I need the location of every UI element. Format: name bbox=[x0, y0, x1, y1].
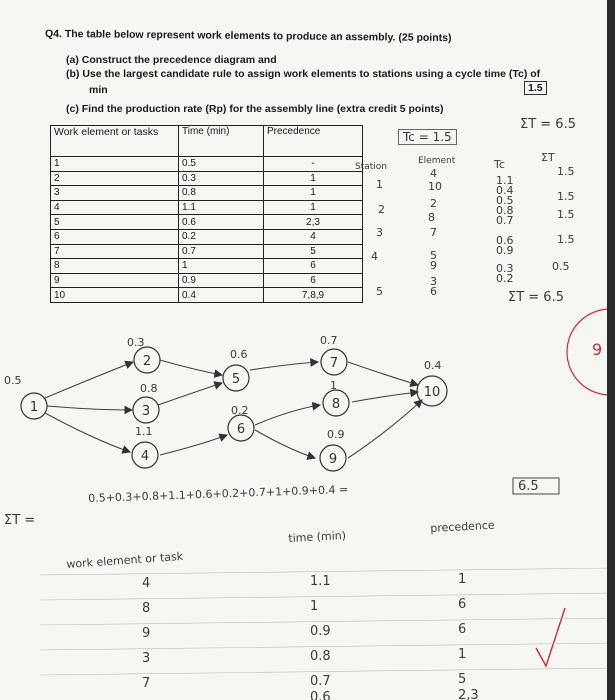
cell-time: 0.3 bbox=[179, 171, 264, 186]
lower-cell-time: 0.9 bbox=[310, 624, 331, 639]
cell-task: 5 bbox=[51, 215, 179, 230]
cell-time: 0.5 bbox=[179, 157, 264, 172]
node-7-id: 7 bbox=[329, 356, 339, 371]
cell-time: 0.7 bbox=[179, 244, 264, 259]
element-number: 7 bbox=[430, 226, 437, 239]
cell-precedence: 6 bbox=[264, 259, 363, 274]
header-time: Time (min) bbox=[179, 126, 264, 157]
cell-precedence: - bbox=[264, 157, 363, 172]
node-10-time: 0.4 bbox=[424, 359, 442, 372]
lower-col-prec: precedence bbox=[430, 518, 495, 535]
station-number: 2 bbox=[378, 203, 385, 216]
node-4-time: 1.1 bbox=[135, 425, 153, 438]
edge-1-2 bbox=[45, 362, 133, 398]
cell-task: 10 bbox=[51, 288, 179, 303]
element-header: Element bbox=[418, 156, 456, 166]
node-3-time: 0.8 bbox=[140, 382, 158, 395]
node-10-id: 10 bbox=[423, 385, 441, 400]
lower-cell-precedence: 5 bbox=[458, 672, 467, 687]
tc-label: Tc = 1.5 bbox=[398, 129, 457, 145]
cell-time: 0.9 bbox=[179, 273, 264, 288]
station-number: 4 bbox=[371, 250, 378, 263]
question-part-a: (a) Construct the precedence diagram and bbox=[66, 54, 277, 66]
edge-1-4 bbox=[45, 413, 130, 452]
tc-value: 0.3 bbox=[496, 262, 514, 275]
header-work-element: Work element or tasks bbox=[51, 126, 179, 157]
photo-edge bbox=[607, 0, 615, 700]
edge-3-5 bbox=[158, 383, 222, 405]
lower-cell-precedence: 6 bbox=[458, 597, 467, 612]
edge-8-10 bbox=[352, 392, 418, 402]
cell-precedence: 5 bbox=[264, 244, 363, 259]
edge-7-10 bbox=[348, 362, 418, 385]
sum-result: 6.5 bbox=[518, 479, 539, 494]
st-value: 1.5 bbox=[557, 165, 575, 178]
cell-task: 6 bbox=[51, 229, 179, 244]
lower-cell-task: 8 bbox=[142, 601, 151, 616]
lower-cell-time: 0.7 bbox=[310, 674, 331, 689]
node-1-id: 1 bbox=[29, 400, 39, 415]
question-part-c: (c) Find the production rate (Rp) for the assembly line (extra credit 5 points) bbox=[66, 103, 444, 115]
cell-task: 3 bbox=[51, 186, 179, 201]
lower-cell-task: 4 bbox=[142, 576, 151, 591]
cell-time: 0.6 bbox=[179, 215, 264, 230]
station-number: 3 bbox=[376, 226, 383, 239]
element-number: 10 bbox=[428, 180, 442, 193]
element-number: 8 bbox=[428, 211, 435, 224]
node-8-time: 1 bbox=[330, 379, 337, 392]
node-2-time: 0.3 bbox=[127, 336, 145, 349]
tc-column-header: Tc bbox=[494, 158, 505, 171]
cell-task: 7 bbox=[51, 244, 179, 259]
cell-precedence: 6 bbox=[264, 273, 363, 288]
node-1-time: 0.5 bbox=[4, 374, 22, 387]
element-number: 2 bbox=[430, 197, 437, 210]
lower-cell-precedence: 6 bbox=[458, 622, 467, 637]
station-header: Station bbox=[355, 162, 387, 172]
node-5-time: 0.6 bbox=[230, 348, 248, 361]
tc-value: 0.9 bbox=[496, 244, 514, 257]
question-title: Q4. The table below represent work elements to produce an assembly. (25 points) bbox=[44, 27, 452, 45]
lower-cell-time: 1 bbox=[310, 599, 319, 614]
cell-task: 2 bbox=[51, 171, 179, 186]
node-2-id: 2 bbox=[142, 354, 152, 369]
tc-value: 0.6 bbox=[496, 234, 514, 247]
sum-line-label: ΣT = bbox=[4, 513, 36, 528]
lower-col-time: time (min) bbox=[288, 528, 347, 545]
question-part-b-unit: min bbox=[89, 84, 108, 96]
st-value: 0.5 bbox=[552, 260, 570, 273]
tc-value: 0.5 bbox=[496, 194, 514, 207]
edge-2-5 bbox=[160, 360, 222, 375]
st-value: 1.5 bbox=[557, 233, 575, 246]
node-9-time: 0.9 bbox=[327, 428, 345, 441]
node-3-id: 3 bbox=[141, 404, 151, 419]
cell-time: 0.8 bbox=[179, 186, 264, 201]
tc-value: 1.1 bbox=[496, 174, 514, 187]
element-number: 4 bbox=[430, 167, 437, 180]
st-value: 1.5 bbox=[557, 190, 575, 203]
sum-expression: 0.5+0.3+0.8+1.1+0.6+0.2+0.7+1+0.9+0.4 = bbox=[88, 482, 349, 505]
element-number: 3 bbox=[430, 275, 437, 288]
element-number: 6 bbox=[430, 285, 437, 298]
header-precedence: Precedence bbox=[264, 126, 363, 157]
lower-cell-time: 0.6 bbox=[310, 690, 331, 700]
edge-6-8 bbox=[255, 405, 320, 425]
element-number: 5 bbox=[430, 249, 437, 262]
red-mark: 9 bbox=[592, 340, 603, 359]
lower-col-work: work element or task bbox=[66, 549, 184, 571]
lower-cell-precedence: 1 bbox=[458, 647, 467, 662]
lower-cell-precedence: 2,3 bbox=[458, 688, 479, 700]
sum-t-side: ΣT = 6.5 bbox=[508, 290, 564, 305]
cell-time: 0.2 bbox=[179, 229, 264, 244]
cell-task: 9 bbox=[51, 273, 179, 288]
cell-precedence: 7,8,9 bbox=[264, 288, 363, 303]
node-9-id: 9 bbox=[328, 452, 338, 467]
cell-precedence: 2,3 bbox=[264, 215, 363, 230]
question-part-b: (b) Use the largest candidate rule to assign work elements to stations using a cycle time (Tc) of bbox=[66, 68, 541, 80]
cycle-time-box: 1.5 bbox=[524, 81, 547, 95]
cell-time: 0.4 bbox=[179, 288, 264, 303]
node-6-time: 0.2 bbox=[231, 404, 249, 417]
tc-value: 0.4 bbox=[496, 184, 514, 197]
edge-9-10 bbox=[348, 400, 422, 458]
st-value: 1.5 bbox=[557, 208, 575, 221]
edge-6-9 bbox=[255, 430, 315, 458]
lower-cell-time: 1.1 bbox=[310, 574, 331, 589]
red-check-mark bbox=[536, 608, 565, 666]
edge-1-3 bbox=[47, 406, 132, 410]
element-number: 9 bbox=[430, 259, 437, 272]
cell-precedence: 4 bbox=[264, 229, 363, 244]
sum-t-top: ΣT = 6.5 bbox=[520, 117, 576, 132]
cell-precedence: 1 bbox=[264, 186, 363, 201]
node-8-id: 8 bbox=[331, 397, 341, 412]
cell-precedence: 1 bbox=[264, 171, 363, 186]
st-column-header: ΣT bbox=[541, 151, 555, 164]
lower-cell-task: 9 bbox=[142, 626, 151, 641]
cell-task: 8 bbox=[51, 259, 179, 274]
tc-value: 0.2 bbox=[496, 272, 514, 285]
cell-time: 1.1 bbox=[179, 200, 264, 215]
cell-task: 1 bbox=[51, 157, 179, 172]
node-4-id: 4 bbox=[140, 449, 150, 464]
station-number: 5 bbox=[376, 285, 383, 298]
node-7-time: 0.7 bbox=[320, 334, 338, 347]
cell-task: 4 bbox=[51, 200, 179, 215]
lower-cell-task: 7 bbox=[142, 676, 151, 691]
station-number: 1 bbox=[376, 178, 383, 191]
cell-time: 1 bbox=[179, 259, 264, 274]
cell-precedence: 1 bbox=[264, 200, 363, 215]
lower-cell-task: 3 bbox=[142, 651, 151, 666]
node-5-id: 5 bbox=[231, 372, 241, 387]
edge-4-6 bbox=[160, 435, 227, 455]
lower-cell-precedence: 1 bbox=[458, 572, 467, 587]
edge-5-7 bbox=[250, 362, 318, 370]
tc-value: 0.7 bbox=[496, 214, 514, 227]
lower-cell-time: 0.8 bbox=[310, 649, 331, 664]
node-6-id: 6 bbox=[236, 422, 246, 437]
tc-value: 0.8 bbox=[496, 204, 514, 217]
